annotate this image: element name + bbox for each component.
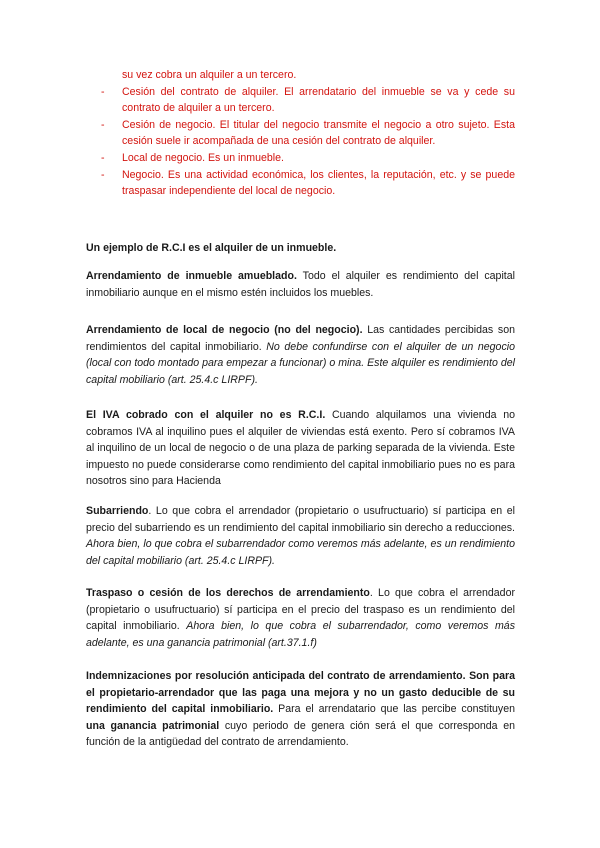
bullet-text: Cesión de negocio. El titular del negocio transmite el negocio a otro sujeto. Esta cesión suele ir acompañada de una cesión del contrato de alquiler. — [122, 118, 515, 148]
paragraph-local-negocio — [86, 322, 515, 388]
paragraph-italic-note: Ahora bien, lo que cobra el subarrendador, como veremos más adelante, es una ganancia patrimonial (art.37.1.f) — [86, 620, 515, 649]
bullet-item — [101, 117, 515, 150]
paragraph-text: cuyo periodo de genera ción será el que corresponda en función de la antigüedad del contrato de arrendamiento. — [86, 719, 516, 749]
paragraph-bold-term: una ganancia patrimonial — [86, 719, 220, 732]
bullet-text: Cesión del contrato de alquiler. El arrendatario del inmueble se va y cede su contrato de alquiler a un tercero. — [122, 85, 515, 115]
paragraph-heading: Traspaso o cesión de los derechos de arrendamiento — [86, 587, 370, 599]
paragraph-text: Las cantidades percibidas son rendimientos del capital inmobiliario. — [86, 324, 515, 353]
bullet-item — [101, 167, 515, 200]
paragraph-subarriendo — [86, 503, 515, 569]
paragraph-text: Todo el alquiler es rendimiento del capital inmobiliario aunque en el mismo estén incluidos los muebles. — [86, 270, 515, 299]
paragraph-italic-note: No debe confundirse con el alquiler de un negocio (local con todo montado para empezar a funcionar) o mina. Este alquiler es rendimiento del capital mobiliario (art. 25.4.c LIRPF). — [86, 340, 515, 386]
paragraph-heading: Indemnizaciones por resolución anticipada del contrato de arrendamiento. Son para el propietario-arrendador que las paga una mejora y no un gasto deducible de su rendimiento del capital inmobiliario. — [86, 670, 515, 716]
paragraph-amueblado — [86, 268, 515, 301]
paragraph-indemnizaciones — [86, 668, 515, 751]
bullet-item — [101, 150, 515, 167]
paragraph-text: . Lo que cobra el arrendador (propietario o usufructuario) sí participa en el precio del subarriendo es un rendimiento del capital inmobiliario sin derecho a reducciones. — [86, 505, 515, 534]
bullet-text: Negocio. Es una actividad económica, los clientes, la reputación, etc. y se puede traspasar independiente del local de negocio. — [122, 168, 515, 198]
paragraph-iva — [86, 407, 515, 490]
paragraph-text: . Lo que cobra el arrendador (propietario o usufructuario) sí participa en el precio del traspaso es un rendimiento del capital inmobiliario. — [86, 587, 515, 633]
bullet-dash: - — [101, 118, 105, 131]
bullet-text: Local de negocio. Es un inmueble. — [122, 151, 284, 164]
bullet-dash: - — [101, 85, 105, 98]
paragraph-text: Para el arrendatario que las percibe constituyen — [273, 703, 515, 716]
bullet-continuation: su vez cobra un alquiler a un tercero. — [122, 69, 297, 81]
paragraph-italic-note: Ahora bien, lo que cobra el subarrendador como veremos más adelante, es un rendimiento del capital mobiliario (art. 25.4.c LIRPF). — [86, 538, 515, 567]
paragraph-heading: Arrendamiento de inmueble amueblado. — [86, 270, 297, 282]
bullet-dash: - — [101, 151, 105, 164]
example-heading: Un ejemplo de R.C.I es el alquiler de un inmueble. — [86, 242, 337, 254]
paragraph-heading: Arrendamiento de local de negocio (no del negocio). — [86, 324, 363, 336]
bullet-item — [101, 84, 515, 117]
paragraph-text: Cuando alquilamos una vivienda no cobramos IVA al inquilino pues el alquiler de viviendas está exento. Pero sí cobramos IVA al inquilino de un local de negocio o de una plaza de parking separada de la vivienda. Este impuesto no puede considerarse como rendimiento del capital inmobiliario pues no es para nosotros sino para Hacienda — [86, 409, 515, 488]
bullet-dash: - — [101, 168, 105, 181]
paragraph-heading: Subarriendo — [86, 505, 149, 517]
paragraph-traspaso — [86, 585, 515, 651]
bullet-list — [101, 67, 515, 200]
paragraph-heading: El IVA cobrado con el alquiler no es R.C.I. — [86, 409, 326, 421]
